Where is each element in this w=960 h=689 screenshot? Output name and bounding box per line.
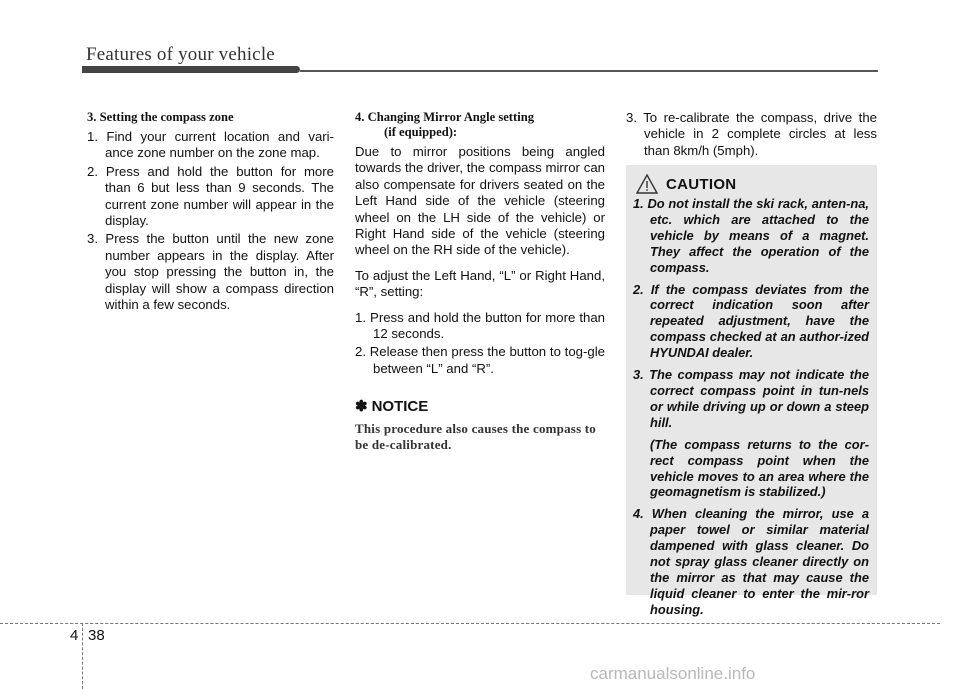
mirror-angle-heading-line2: (if equipped): (384, 125, 458, 139)
column-2 (355, 110, 605, 453)
compass-zone-heading: 3. Setting the compass zone (87, 110, 234, 124)
notice-title: NOTICE (371, 398, 429, 416)
mirror-angle-heading (355, 110, 605, 140)
column-1 (87, 110, 334, 315)
caution-title: CAUTION (666, 175, 737, 193)
caution-item: 3. The compass may not indicate the correct compass point in tun-nels or while driving up or down a steep hill. (633, 367, 869, 430)
warning-triangle-icon (636, 174, 658, 194)
notice-text: This procedure also causes the compass to be de-calibrated. (355, 420, 597, 452)
footer-divider (0, 623, 940, 624)
page-number: 38 (88, 627, 105, 644)
caution-item: 2. If the compass deviates from the correct indication soon after repeated adjustment, have the compass checked at an author-ized HYUNDAI dealer. (633, 281, 869, 361)
footer-vertical-divider (82, 623, 83, 689)
notice-star-icon: ✽ (355, 398, 368, 416)
watermark: carmanualsonline.info (590, 664, 756, 683)
page-header-title: Features of your vehicle (86, 44, 275, 65)
header-bar (82, 66, 300, 73)
caution-item: 4. When cleaning the mirror, use a paper towel or similar material dampened with glass cleaner. Do not spray glass cleaner directly on the mirror as that may cause the liquid cleaner to enter the mir-ror housing. (633, 506, 869, 617)
header-rule (300, 70, 878, 72)
caution-item: 1. Do not install the ski rack, anten-na, etc. which are attached to the vehicle by means of a magnet. They affect the operation of the compass. (633, 196, 869, 275)
mirror-angle-paragraph: Due to mirror positions being angled towards the driver, the compass mirror can also compensate for drivers seated on the Left Hand side of the vehicle (steering wheel on the LH side of the vehicle) or Right Hand side of the vehicle (steering wheel on the RH side of the vehicle). (355, 144, 605, 258)
list-item: 1. Find your current location and vari-ance zone number on the zone map. (87, 129, 334, 161)
mirror-angle-heading-line1: 4. Changing Mirror Angle setting (355, 110, 534, 124)
notice-heading (355, 399, 605, 415)
list-item: 2. Release then press the button to tog-gle between “L” and “R”. (355, 344, 605, 376)
column-3 (626, 110, 877, 161)
list-item: 3. To re-calibrate the compass, drive the vehicle in 2 complete circles at less than 8km/h (5mph). (626, 110, 877, 158)
caution-note: (The compass returns to the cor-rect compass point when the vehicle moves to an area where the geomagnetism is stabilized.) (650, 436, 869, 500)
list-item: 1. Press and hold the button for more than 12 seconds. (355, 309, 605, 342)
caution-heading (636, 174, 736, 194)
adjust-setting-paragraph: To adjust the Left Hand, “L” or Right Hand, “R”, setting: (355, 267, 605, 300)
list-item: 3. Press the button until the new zone number appears in the display. After you stop pressing the button in, the display will show a compass direction within a few seconds. (87, 231, 334, 313)
list-item: 2. Press and hold the button for more than 6 but less than 9 seconds. The current zone number will appear in the display. (87, 163, 334, 229)
caution-list (633, 196, 869, 624)
chapter-number: 4 (70, 627, 79, 644)
